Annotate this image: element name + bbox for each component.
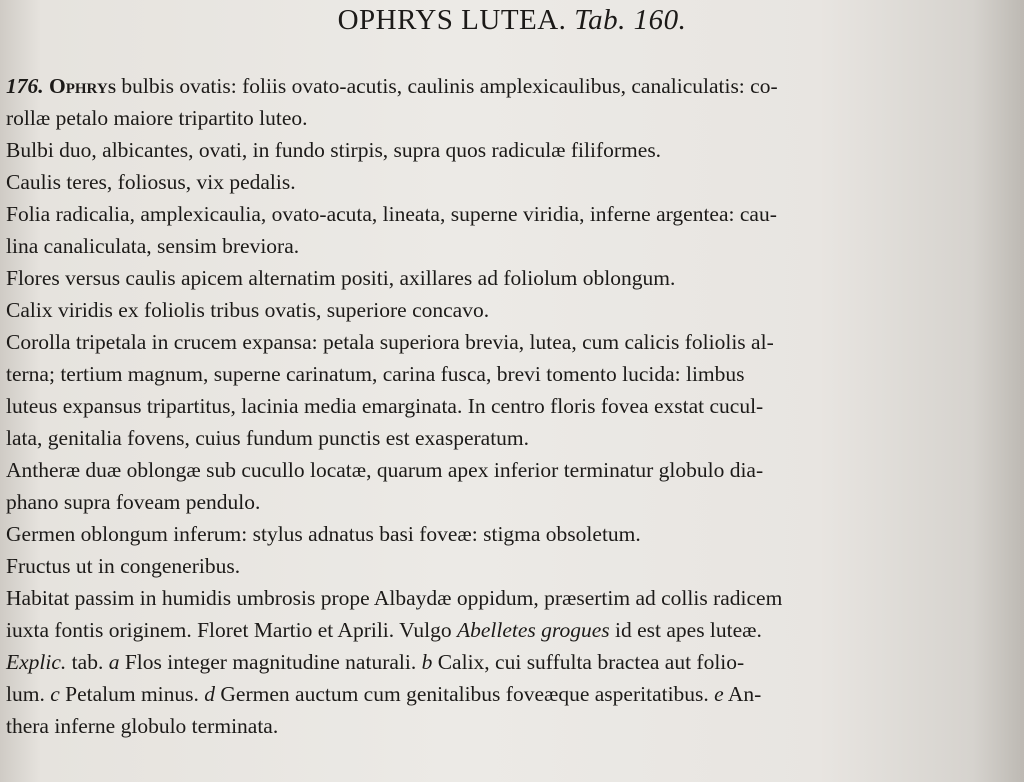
paragraph-flores: Flores versus caulis apicem alternatim positi, axillares ad foliolum oblongum. (6, 266, 676, 290)
page-title (0, 4, 1024, 37)
figure-letter-e: e (714, 682, 724, 706)
genus-name: Ophrys (49, 74, 117, 98)
figure-letter-a: a (108, 650, 120, 674)
paragraph-habitat: Habitat passim in humidis umbrosis prope Albaydæ oppidum, præsertim ad collis radicem iuxta fontis originem. Floret Martio et Aprili. Vulgo Abelletes grogues id est apes luteæ. (6, 586, 783, 642)
paragraph-fructus: Fructus ut in congeneribus. (6, 554, 241, 578)
paragraph-germen: Germen oblongum inferum: stylus adnatus basi foveæ: stigma obsoletum. (6, 522, 641, 546)
diagnosis-line-2: rollæ petalo maiore tripartito luteo. (6, 106, 308, 130)
paragraph-folia: Folia radicalia, amplexicaulia, ovato-acuta, lineata, superne viridia, inferne argentea: cau- lina canaliculata, sensim breviora. (6, 202, 777, 258)
entry-number: 176. (6, 74, 44, 98)
vernacular-name: Abelletes grogues (456, 618, 610, 642)
species-name: OPHRYS LUTEA. (337, 4, 567, 36)
paragraph-explicatio: Explic. tab. a Flos integer magnitudine naturali. b Calix, cui suffulta bractea aut folio- lum. c Petalum minus. d Germen auctum cum genitalibus foveæque asperitatibus. e An- thera inferne globulo terminata. (6, 650, 762, 738)
paragraph-caulis: Caulis teres, foliosus, vix pedalis. (6, 170, 296, 194)
description-body (6, 70, 1006, 742)
paragraph-calix: Calix viridis ex foliolis tribus ovatis, superiore concavo. (6, 298, 490, 322)
diagnosis-paragraph (6, 70, 1006, 134)
explic-label: Explic. (6, 650, 67, 674)
figure-letter-c: c (50, 682, 60, 706)
paragraph-bulbi: Bulbi duo, albicantes, ovati, in fundo stirpis, supra quos radiculæ filiformes. (6, 138, 662, 162)
paragraph-corolla: Corolla tripetala in crucem expansa: petala superiora brevia, lutea, cum calicis foliolis al- terna; tertium magnum, superne carinatum, carina fusca, brevi tomento lucida: limbus luteus expansus tripartitus, lacinia media emarginata. In centro floris fovea exstat cucul- lata, genitalia fovens, cuius fundum punctis est exasperatum. (6, 330, 774, 450)
figure-letter-d: d (204, 682, 216, 706)
paragraph-antherae: Antheræ duæ oblongæ sub cucullo locatæ, quarum apex inferior terminatur globulo dia- phano supra foveam pendulo. (6, 458, 764, 514)
diagnosis-line-1: bulbis ovatis: foliis ovato-acutis, caulinis amplexicaulibus, canaliculatis: co- (116, 74, 778, 98)
plate-reference: Tab. 160. (574, 4, 687, 36)
figure-letter-b: b (421, 650, 433, 674)
